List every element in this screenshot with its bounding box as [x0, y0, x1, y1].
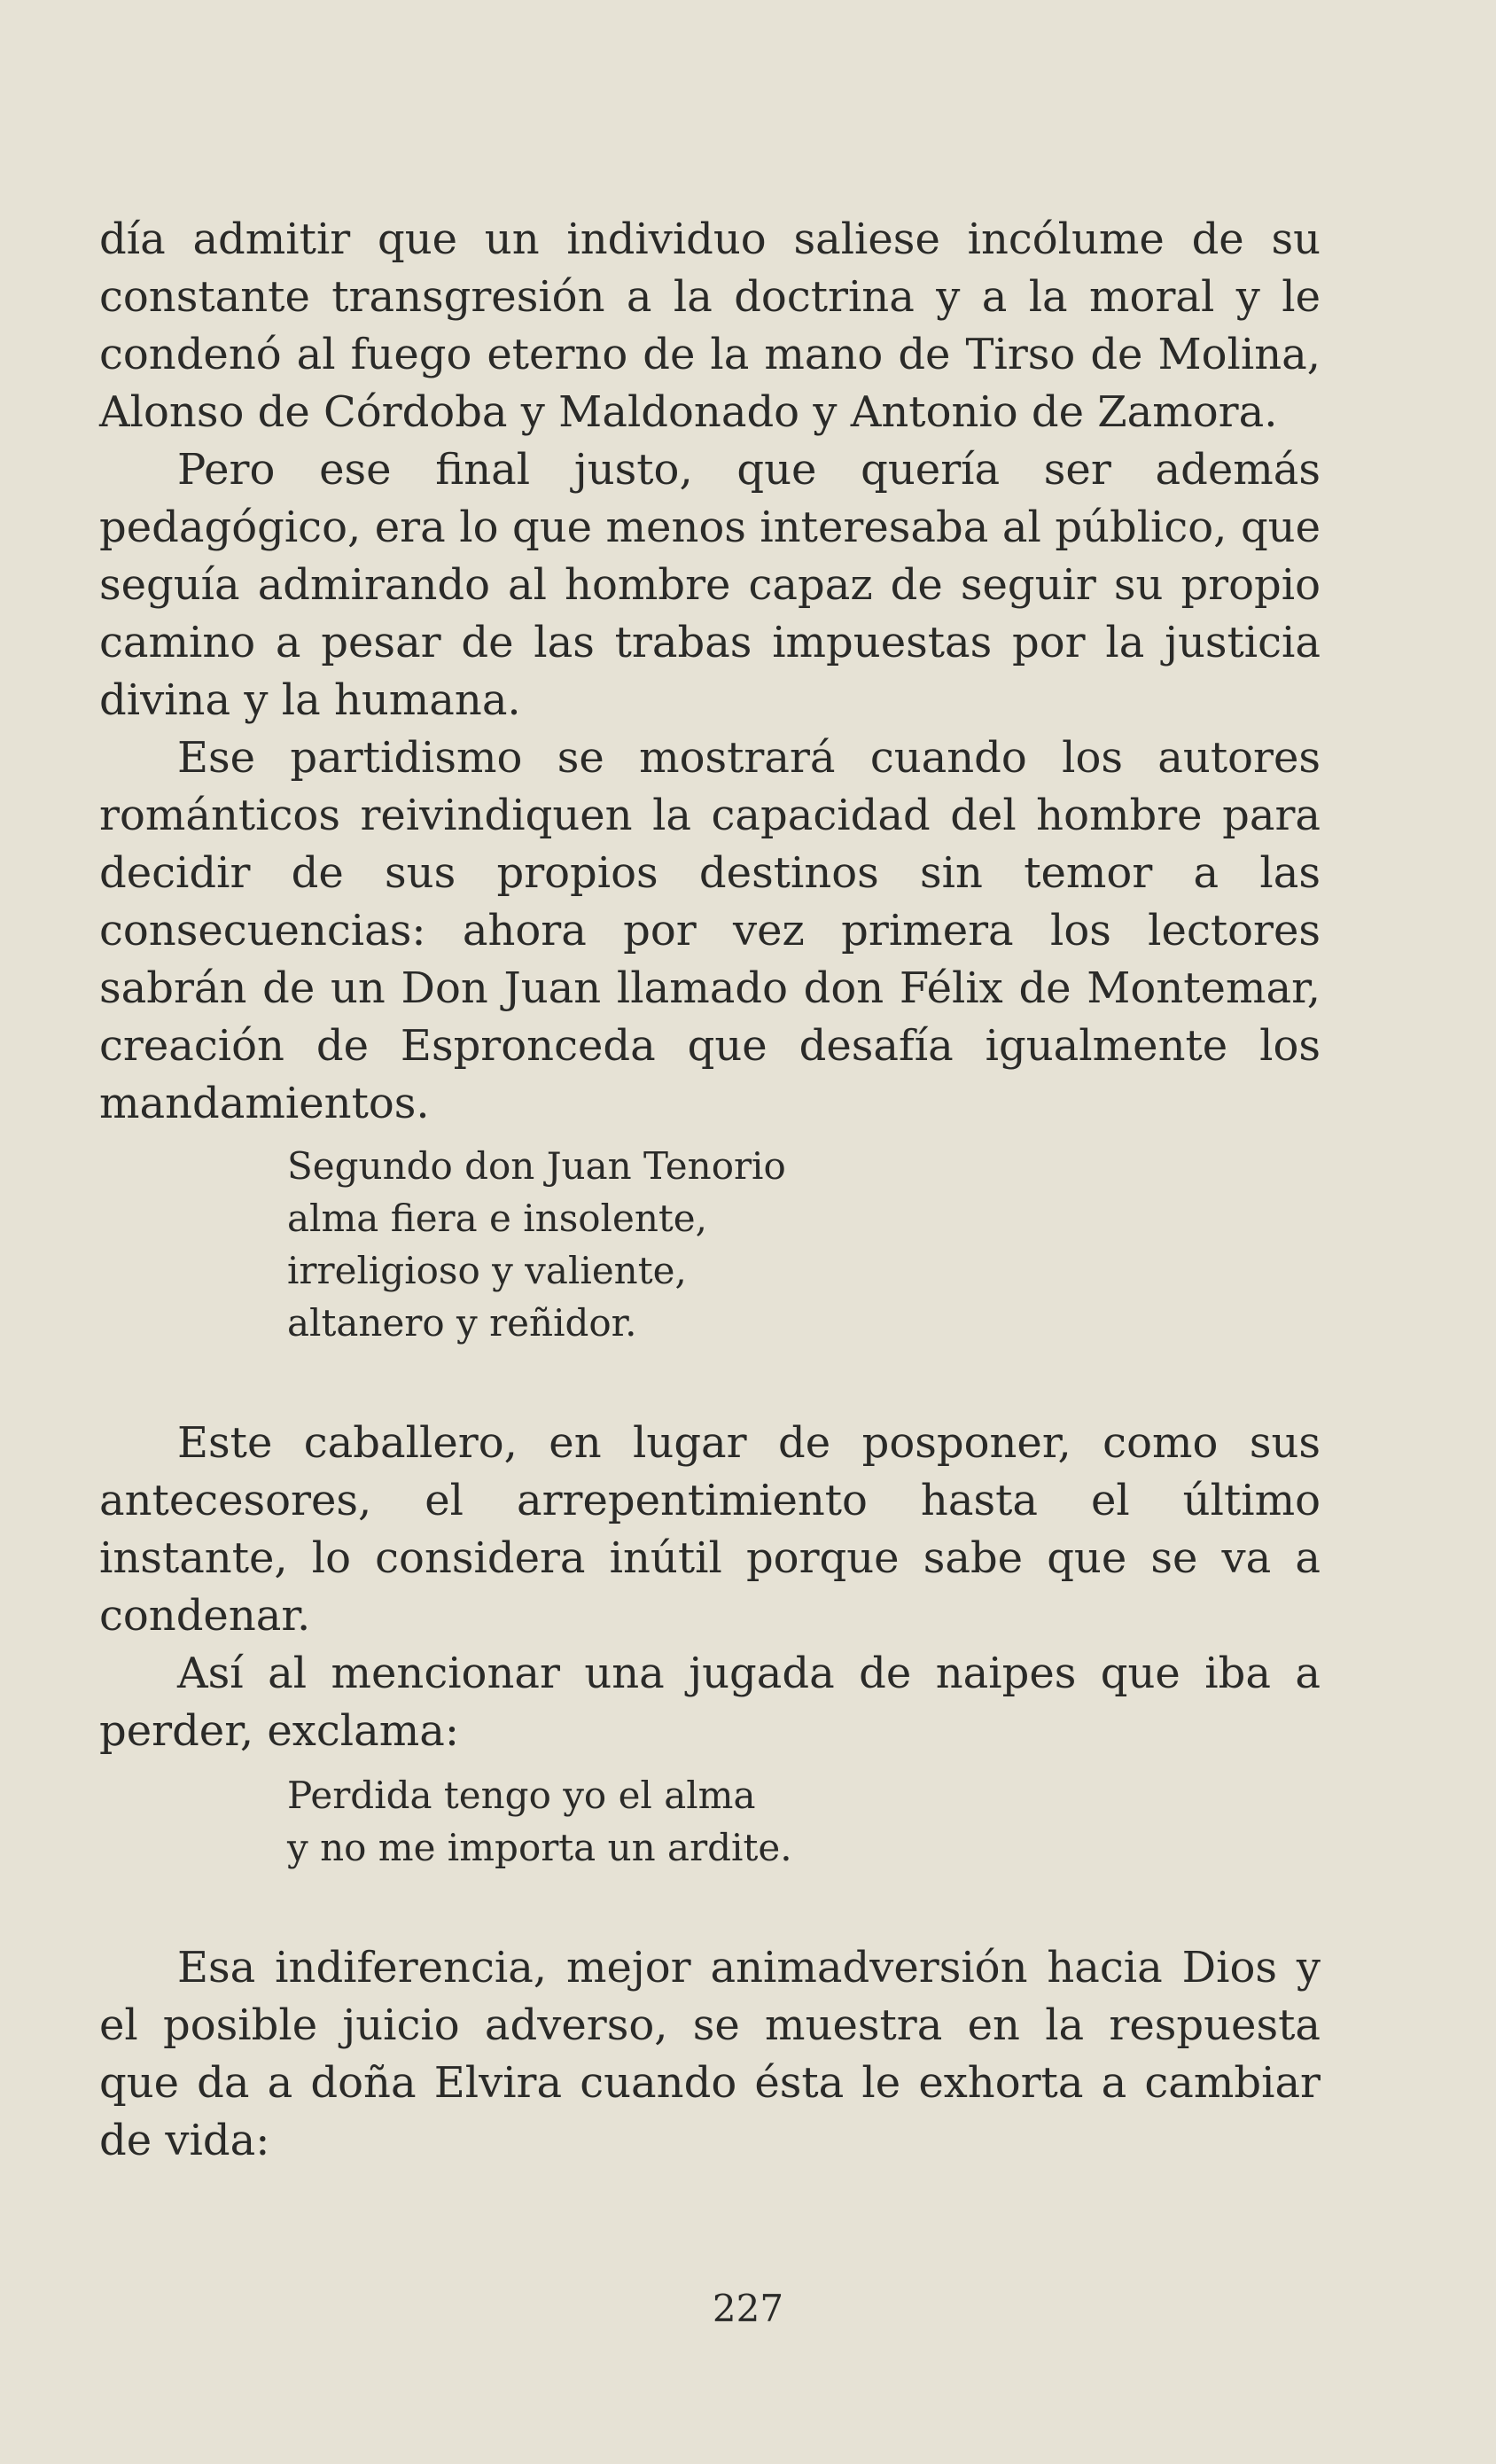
page-number: 227	[712, 2287, 784, 2330]
verse-quote	[287, 1140, 786, 1349]
paragraph: Ese partidismo se mostrará cuando los autores románticos reivindiquen la capacidad del hombre para decidir de sus propios destinos sin temor a las consecuencias: ahora por vez primera los lectores sabrán de un Don Juan llamado don Félix de Montemar, creación de Espronceda que desafía igualmente los mandamientos.	[99, 733, 1321, 1128]
paragraph: Este caballero, en lugar de posponer, como sus antecesores, el arrepentimiento hasta el último instante, lo considera inútil porque sabe que se va a condenar.	[99, 1418, 1321, 1641]
verse-line: altanero y reñidor.	[287, 1301, 637, 1345]
verse-line: Perdida tengo yo el alma	[287, 1774, 756, 1817]
body-text-bottom	[99, 1939, 1321, 2170]
body-text-top	[99, 211, 1321, 1133]
paragraph-continued: día admitir que un individuo saliese incólume de su constante transgresión a la doctrina y a la moral y le condenó al fuego eterno de la mano de Tirso de Molina, Alonso de Córdoba y Maldonado y Antonio de Zamora.	[99, 214, 1321, 437]
verse-line: irreligioso y valiente,	[287, 1249, 687, 1292]
verse-line: y no me importa un ardite.	[287, 1826, 792, 1869]
body-text-middle	[99, 1415, 1321, 1760]
verse-line: alma fiera e insolente,	[287, 1197, 707, 1240]
verse-quote	[287, 1769, 792, 1874]
paragraph: Esa indiferencia, mejor animadversión hacia Dios y el posible juicio adverso, se muestra en la respuesta que da a doña Elvira cuando ésta le exhorta a cambiar de vida:	[99, 1943, 1321, 2165]
paragraph: Así al mencionar una jugada de naipes que iba a perder, exclama:	[99, 1649, 1321, 1756]
paragraph: Pero ese final justo, que quería ser además pedagógico, era lo que menos interesaba al público, que seguía admirando al hombre capaz de seguir su propio camino a pesar de las trabas impuestas por la justicia divina y la humana.	[99, 445, 1321, 725]
verse-line: Segundo don Juan Tenorio	[287, 1144, 786, 1188]
